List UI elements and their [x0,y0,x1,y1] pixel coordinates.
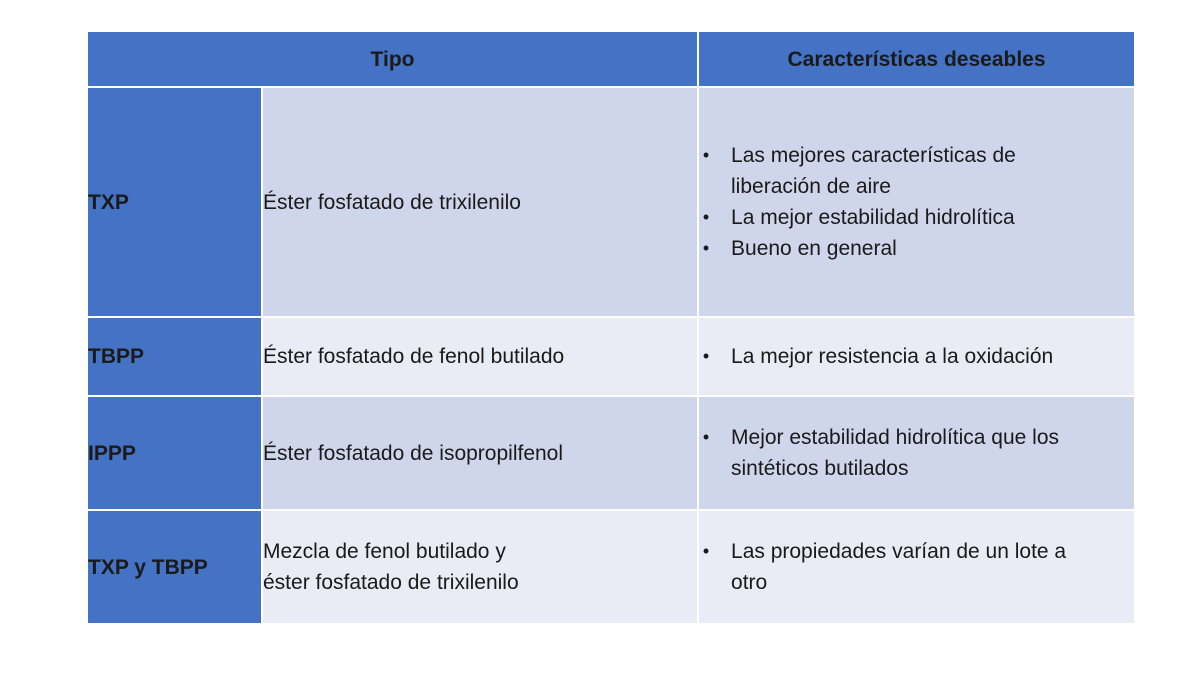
row-features [698,317,1134,396]
row-type [262,396,698,510]
feature-text: Bueno en general [731,237,897,260]
bullet-icon: • [702,207,710,227]
bullet-icon: • [702,145,710,165]
row-type-line: Mezcla de fenol butilado y [263,540,506,563]
feature-text [731,140,1124,202]
bullet-icon: • [702,427,710,447]
table-header-row [88,32,1134,87]
bullet-icon: • [702,238,710,258]
header-type: Tipo [88,32,698,87]
feature-text: La mejor estabilidad hidrolítica [731,206,1015,229]
row-type [262,510,698,624]
bullet-icon: • [702,541,710,561]
feature-item [699,233,1124,264]
row-features [698,87,1134,317]
row-type-line: Éster fosfatado de fenol butilado [263,345,565,368]
row-code: TXP [88,87,262,317]
feature-text-line: otro [731,571,768,594]
feature-list [699,536,1134,598]
feature-item [699,422,1124,484]
feature-text-line: sintéticos butilados [731,457,909,480]
row-type [262,317,698,396]
phosphate-ester-table [88,32,1134,625]
feature-text-line: Mejor estabilidad hidrolítica que los [731,426,1060,449]
row-features [698,396,1134,510]
row-type [262,87,698,317]
row-code: TBPP [88,317,262,396]
row-type-line: Éster fosfatado de trixilenilo [263,190,521,214]
row-type-line: Éster fosfatado de isopropilfenol [263,441,564,465]
row-type-line: éster fosfatado de trixilenilo [263,571,519,594]
table-row [88,396,1134,510]
feature-text [731,536,1124,598]
row-code: IPPP [88,396,262,510]
feature-text-line: liberación de aire [731,175,891,198]
feature-text: La mejor resistencia a la oxidación [731,345,1054,368]
feature-list [699,422,1134,484]
row-code: TXP y TBPP [88,510,262,624]
row-features [698,510,1134,624]
feature-text [731,422,1124,484]
feature-text-line: Las mejores características de [731,144,1016,167]
feature-list [699,341,1134,372]
feature-list [699,140,1134,264]
feature-text-line: Las propiedades varían de un lote a [731,540,1067,563]
feature-item [699,341,1124,372]
table-row [88,317,1134,396]
feature-item [699,202,1124,233]
feature-item [699,536,1124,598]
table-row [88,510,1134,624]
table-row [88,87,1134,317]
feature-item [699,140,1124,202]
header-features: Características deseables [698,32,1134,87]
bullet-icon: • [702,346,710,366]
